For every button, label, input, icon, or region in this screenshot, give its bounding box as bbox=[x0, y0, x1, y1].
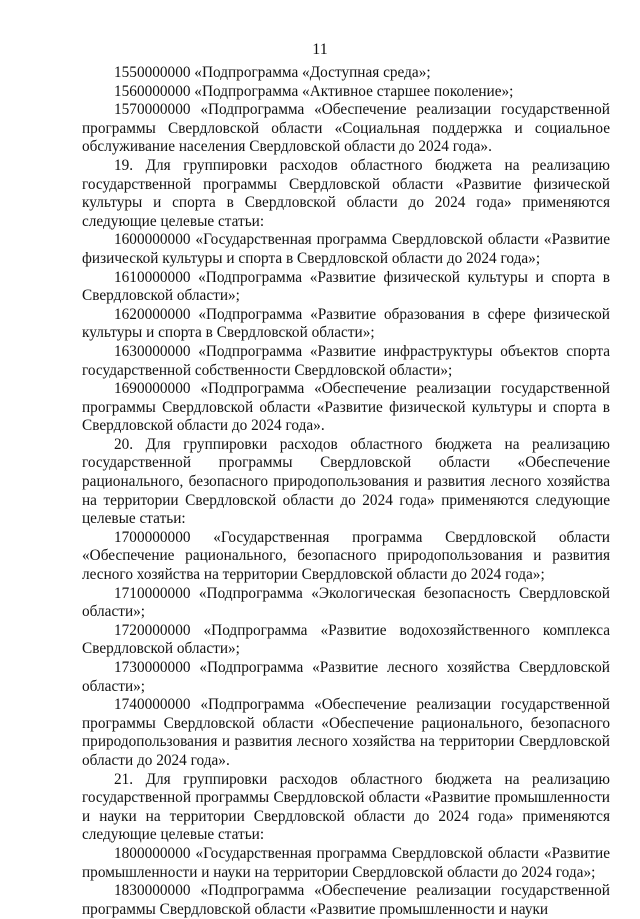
paragraph: 1620000000 «Подпрограмма «Развитие образования в сфере физической культуры и спорта в Свердловской области»; bbox=[82, 305, 610, 342]
paragraph: 1800000000 «Государственная программа Свердловской области «Развитие промышленности и науки на территории Свердловской области до 2024 года»; bbox=[82, 844, 610, 881]
page-number: 11 bbox=[312, 41, 328, 58]
paragraph: 1700000000 «Государственная программа Свердловской области «Обеспечение рационального, безопасного природопользования и развития лесного хозяйства на территории Свердловской области до 2024 года»; bbox=[82, 528, 610, 584]
paragraph: 1570000000 «Подпрограмма «Обеспечение реализации государственной программы Свердловской области «Социальная поддержка и социальное обслуживание населения Свердловской области до 2024 года». bbox=[82, 101, 610, 156]
document-body bbox=[82, 64, 610, 919]
paragraph-section-19: 19. Для группировки расходов областного бюджета на реализацию государственной программы Свердловской области «Развитие физической культуры и спорта в Свердловской области до 2024 года» применяются следующие целевые статьи: bbox=[82, 156, 610, 230]
paragraph: 1720000000 «Подпрограмма «Развитие водохозяйственного комплекса Свердловской области»; bbox=[82, 621, 610, 658]
paragraph: 1730000000 «Подпрограмма «Развитие лесного хозяйства Свердловской области»; bbox=[82, 659, 610, 695]
paragraph-section-20: 20. Для группировки расходов областного бюджета на реализацию государственной программы Свердловской области «Обеспечение рационального, безопасного природопользования и развития лесного хозяйства на территории Свердловской области до 2024 года» применяются следующие целевые статьи: bbox=[82, 435, 610, 528]
paragraph-section-21: 21. Для группировки расходов областного бюджета на реализацию государственной программы Свердловской области «Развитие промышленности и науки на территории Свердловской области до 2024 года» применяются следующие целевые статьи: bbox=[82, 770, 610, 844]
paragraph: 1740000000 «Подпрограмма «Обеспечение реализации государственной программы Свердловской области «Обеспечение рационального, безопасного природопользования и развития лесного хозяйства на территории Свердловской области до 2024 года». bbox=[82, 696, 610, 769]
paragraph: 1600000000 «Государственная программа Свердловской области «Развитие физической культуры и спорта в Свердловской области до 2024 года»; bbox=[82, 231, 610, 267]
paragraph: 1690000000 «Подпрограмма «Обеспечение реализации государственной программы Свердловской области «Развитие физической культуры и спорта в Свердловской области до 2024 года». bbox=[82, 380, 610, 435]
paragraph: 1710000000 «Подпрограмма «Экологическая безопасность Свердловской области»; bbox=[82, 584, 610, 621]
paragraph: 1830000000 «Подпрограмма «Обеспечение реализации государственной программы Свердловской области «Развитие промышленности и науки bbox=[82, 882, 610, 918]
paragraph: 1560000000 «Подпрограмма «Активное старшее поколение»; bbox=[114, 82, 514, 100]
paragraph: 1550000000 «Подпрограмма «Доступная среда»; bbox=[114, 64, 431, 81]
paragraph: 1610000000 «Подпрограмма «Развитие физической культуры и спорта в Свердловской области»; bbox=[82, 268, 610, 305]
paragraph: 1630000000 «Подпрограмма «Развитие инфраструктуры объектов спорта государственной собственности Свердловской области»; bbox=[82, 342, 610, 379]
